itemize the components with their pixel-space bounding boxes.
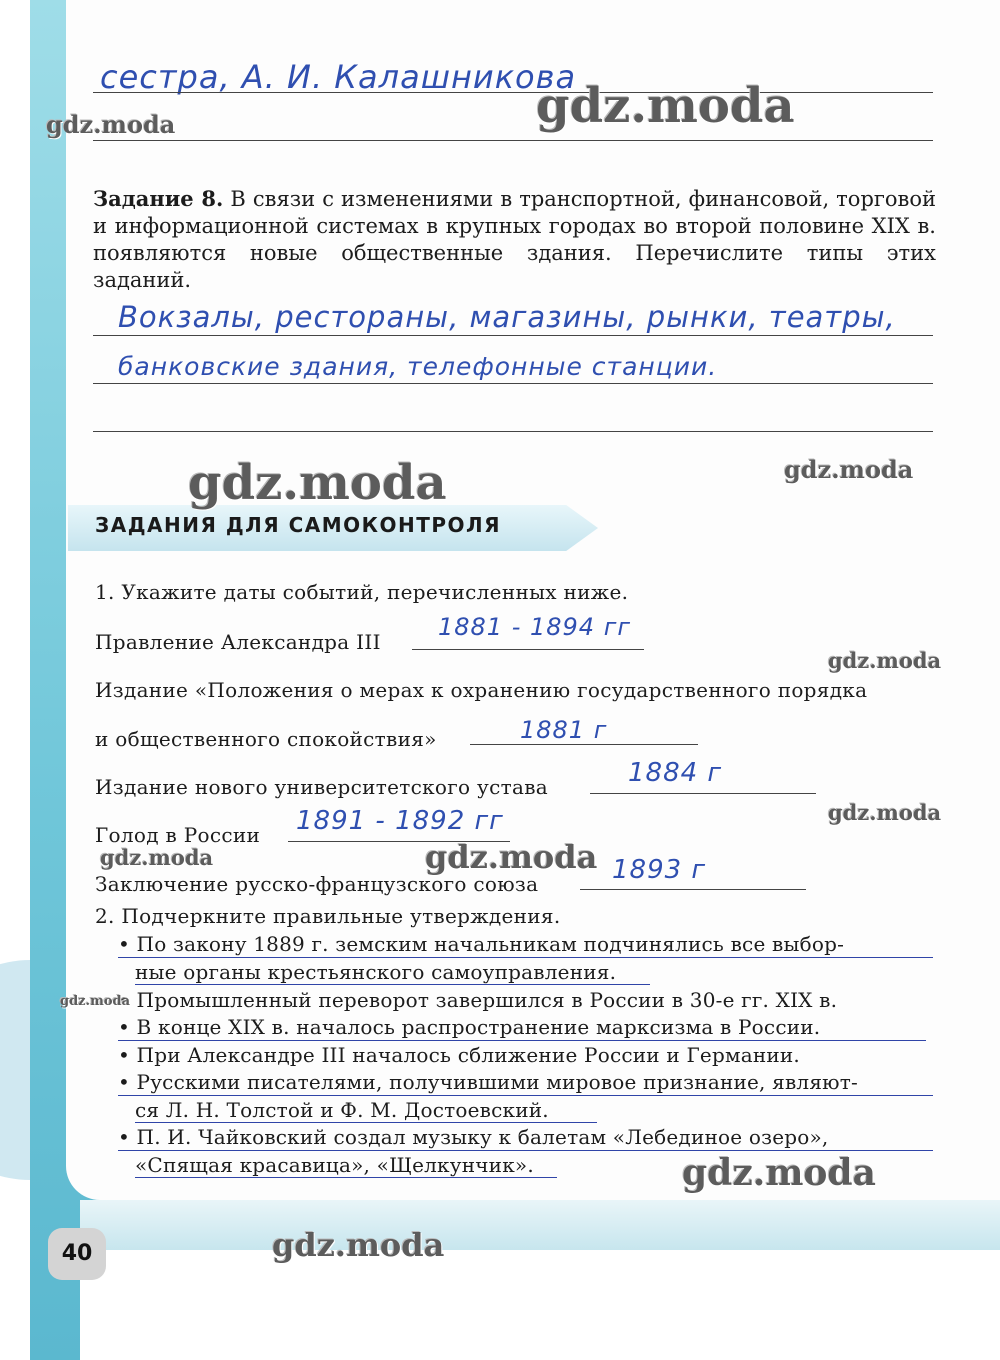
bottom-band	[80, 1200, 1000, 1250]
q1-ustav-label: Издание нового университетского устава	[95, 775, 548, 799]
watermark: gdz.moda	[828, 800, 942, 825]
page-number: 40	[48, 1228, 106, 1280]
q2-statement-3: • В конце XIX в. началось распространение марксизма в России.	[118, 1015, 821, 1039]
underline-6b	[135, 1177, 557, 1178]
q1-golod-label: Голод в России	[95, 823, 261, 847]
q2-statement-1a: • По закону 1889 г. земским начальникам подчинялись все выбор-	[118, 932, 845, 956]
handwritten-top-answer: сестра, А. И. Калашникова	[100, 58, 577, 96]
q1-soyuz-line	[580, 889, 806, 890]
section-header: ЗАДАНИЯ ДЛЯ САМОКОНТРОЛЯ	[95, 513, 502, 537]
answer-line-3	[93, 335, 933, 336]
q1-polozhenie-label-a: Издание «Положения о мерах к охранению государственного порядка	[95, 678, 868, 702]
watermark: gdz.moda	[46, 110, 176, 139]
watermark: gdz.moda	[188, 455, 447, 511]
watermark: gdz.moda	[828, 648, 942, 673]
handwritten-task8-line2: банковские здания, телефонные станции.	[118, 352, 718, 381]
handwritten-polozhenie-date: 1881 г	[520, 716, 608, 744]
q1-ustav-line	[590, 793, 816, 794]
underline-1a	[118, 957, 933, 958]
underline-3	[118, 1040, 926, 1041]
q2-statement-6a: • П. И. Чайковский создал музыку к балетам «Лебединое озеро»,	[118, 1125, 829, 1149]
q2-statement-4: • При Александре III началось сближение России и Германии.	[118, 1043, 800, 1067]
underline-5b	[135, 1122, 597, 1123]
q1-title: 1. Укажите даты событий, перечисленных ниже.	[95, 580, 629, 604]
q1-alexander-line	[412, 649, 644, 650]
q1-polozhenie-label-b: и общественного спокойствия»	[95, 727, 437, 751]
underline-1b	[135, 984, 650, 985]
underline-5a	[118, 1095, 933, 1096]
handwritten-golod-date: 1891 - 1892 гг	[296, 806, 504, 836]
q2-statement-5b: ся Л. Н. Толстой и Ф. М. Достоевский.	[135, 1098, 549, 1122]
handwritten-ustav-date: 1884 г	[628, 758, 723, 788]
q2-title: 2. Подчеркните правильные утверждения.	[95, 904, 561, 928]
watermark: gdz.moda	[100, 845, 214, 870]
watermark: gdz.moda	[536, 78, 795, 134]
answer-line-5	[93, 431, 933, 432]
watermark: gdz.moda	[425, 838, 598, 876]
q1-alexander-label: Правление Александра III	[95, 630, 381, 654]
lower-margin	[80, 1250, 1000, 1360]
q1-polozhenie-line	[470, 744, 698, 745]
handwritten-task8-line1: Вокзалы, рестораны, магазины, рынки, театры,	[118, 300, 896, 334]
answer-line-1	[93, 92, 933, 93]
watermark: gdz.moda	[60, 994, 131, 1009]
underline-6a	[118, 1150, 933, 1151]
task8-title: Задание 8.	[93, 186, 224, 211]
watermark: gdz.moda	[784, 455, 914, 484]
q2-statement-2: • Промышленный переворот завершился в России в 30-е гг. XIX в.	[118, 988, 838, 1012]
handwritten-soyuz-date: 1893 г	[612, 855, 707, 885]
task8-body: В связи с изменениями в транспортной, финансовой, торговой и информационной системах в крупных городах во второй половине XIX в. появляются новые общественные здания. Перечислите типы этих заданий.	[93, 187, 936, 292]
answer-line-4	[93, 383, 933, 384]
task8-text	[93, 185, 936, 294]
watermark: gdz.moda	[682, 1152, 876, 1194]
handwritten-alexander-date: 1881 - 1894 гг	[438, 613, 631, 641]
q2-statement-5a: • Русскими писателями, получившими мировое признание, являют-	[118, 1070, 858, 1094]
answer-line-2	[93, 140, 933, 141]
q2-statement-6b: «Спящая красавица», «Щелкунчик».	[135, 1153, 534, 1177]
watermark: gdz.moda	[272, 1226, 445, 1264]
q1-soyuz-label: Заключение русско-французского союза	[95, 872, 539, 896]
q2-statement-1b: ные органы крестьянского самоуправления.	[135, 960, 617, 984]
